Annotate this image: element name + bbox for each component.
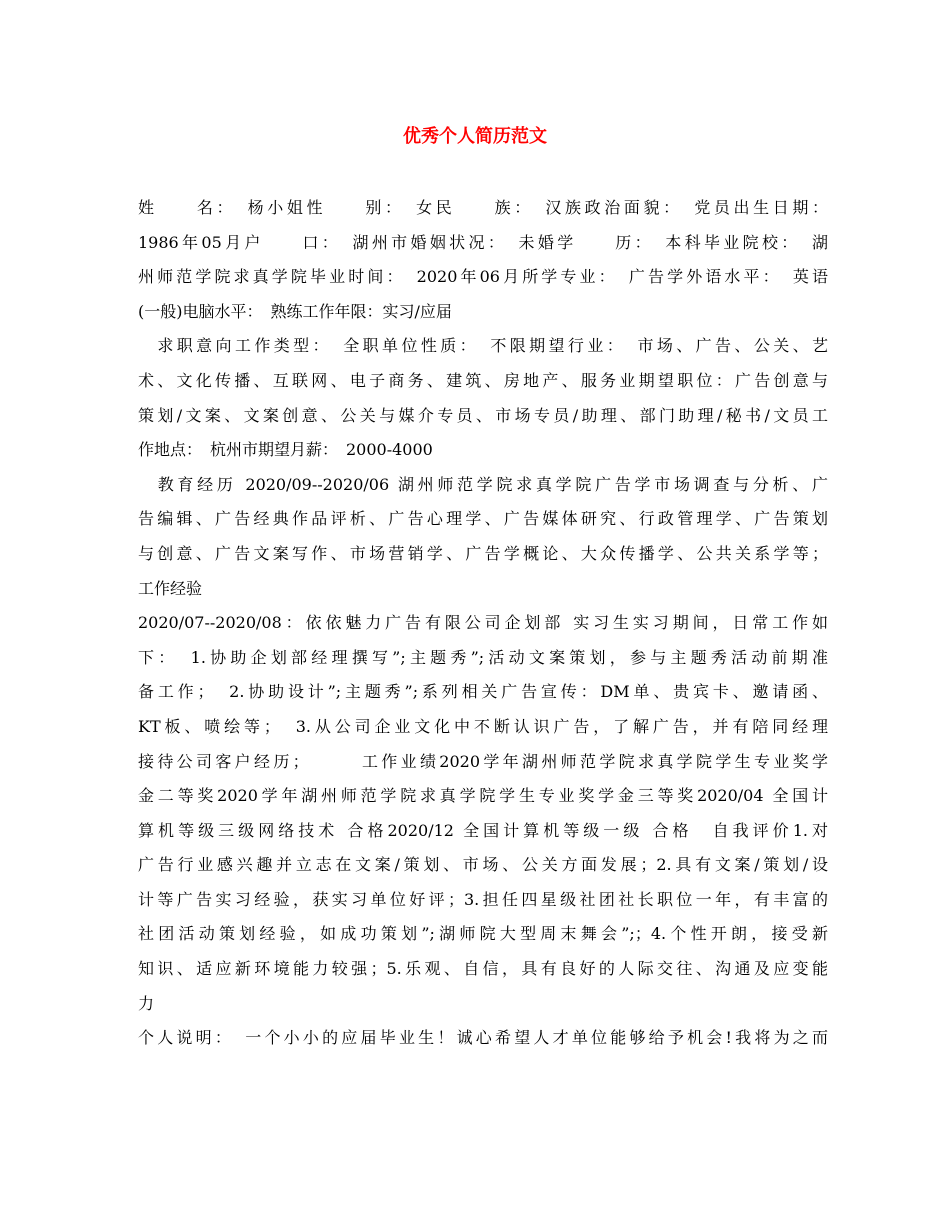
text-line: 1986年05月户 口： 湖州市婚姻状况： 未婚学 历： 本科毕业院校： 湖 [138,232,828,252]
text-line: 姓 名： 杨小姐性 别： 女民 族： 汉族政治面貌： 党员出生日期： [138,198,828,217]
document-body [138,191,828,1056]
text-line: 个人说明： 一个小小的应届毕业生！诚心希望人才单位能够给予机会!我将为之而 [138,1028,828,1048]
text-line: 术、文化传播、互联网、电子商务、建筑、房地产、服务业期望职位：广告创意与 [138,370,828,390]
text-line: 知识、适应新环境能力较强；5.乐观、自信，具有良好的人际交往、沟通及应变能 [138,959,828,979]
text-line: 州师范学院求真学院毕业时间： 2020年06月所学专业： 广告学外语水平： 英语 [138,267,828,287]
text-line: 计等广告实习经验，获实习单位好评；3.担任四星级社团社长职位一年，有丰富的 [138,889,828,909]
text-line: 教育经历 2020/09--2020/06 湖州师范学院求真学院广告学市场调查与分析、广 [138,474,828,494]
text-line: 告编辑、广告经典作品评析、广告心理学、广告媒体研究、行政管理学、广告策划 [138,509,828,529]
text-line: 广告行业感兴趣并立志在文案/策划、市场、公关方面发展；2.具有文案/策划/设 [138,855,828,875]
text-line: 作地点： 杭州市期望月薪： 2000-4000 [138,440,433,460]
text-line: 下： 1.协助企划部经理撰写”;主题秀”;活动文案策划，参与主题秀活动前期准 [138,647,828,667]
text-line: 2020/07--2020/08：依依魅力广告有限公司企划部 实习生实习期间，日常工作如 [138,613,828,633]
text-line: (一般)电脑水平： 熟练工作年限：实习/应届 [138,301,452,321]
text-line: 工作经验 [138,578,203,598]
text-line: 金二等奖2020学年湖州师范学院求真学院学生专业奖学金三等奖2020/04 全国计 [138,786,828,806]
text-line: 求职意向工作类型： 全职单位性质： 不限期望行业： 市场、广告、公关、艺 [138,336,828,356]
text-line: KT板、喷绘等； 3.从公司企业文化中不断认识广告，了解广告，并有陪同经理 [138,716,828,736]
text-line: 策划/文案、文案创意、公关与媒介专员、市场专员/助理、部门助理/秘书/文员工 [138,405,828,425]
text-line: 与创意、广告文案写作、市场营销学、广告学概论、大众传播学、公共关系学等； [138,543,828,563]
text-line: 力 [138,993,155,1013]
text-line: 接待公司客户经历； 工作业绩2020学年湖州师范学院求真学院学生专业奖学 [138,751,828,771]
text-line: 备工作； 2.协助设计”;主题秀”;系列相关广告宣传：DM单、贵宾卡、邀请函、 [138,682,828,702]
document-title: 优秀个人简历范文 [403,126,547,147]
text-line: 算机等级三级网络技术 合格2020/12 全国计算机等级一级 合格 自我评价1.对 [138,820,828,840]
text-line: 社团活动策划经验，如成功策划”;湖师院大型周末舞会”;；4.个性开朗，接受新 [138,924,828,944]
